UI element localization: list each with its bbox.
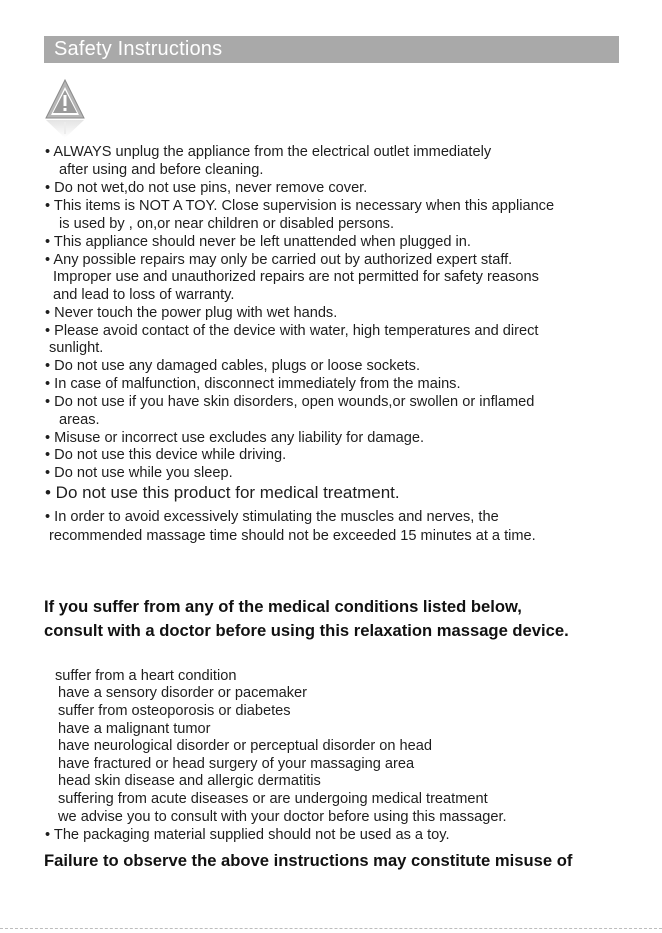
instruction-line: sunlight. — [49, 340, 104, 356]
section-header-bar — [44, 36, 619, 63]
consult-heading-line: consult with a doctor before using this relaxation massage device. — [44, 621, 569, 640]
instruction-line: after using and before cleaning. — [59, 162, 264, 178]
section-title: Safety Instructions — [54, 38, 223, 60]
condition-line: have a malignant tumor — [58, 721, 211, 737]
instruction-line: and lead to loss of warranty. — [53, 287, 235, 303]
instruction-line: • Never touch the power plug with wet hands. — [45, 305, 338, 321]
condition-line: we advise you to consult with your doctor before using this massager. — [58, 809, 507, 825]
instruction-line: • This appliance should never be left unattended when plugged in. — [45, 234, 471, 250]
page-edge-divider — [0, 928, 662, 929]
instruction-line: • ALWAYS unplug the appliance from the electrical outlet immediately — [45, 144, 492, 160]
instruction-line: • Do not use if you have skin disorders, open wounds,or swollen or inflamed — [45, 394, 535, 410]
failure-warning-text: Failure to observe the above instructions may constitute misuse of — [44, 851, 573, 870]
condition-line: have fractured or head surgery of your massaging area — [58, 756, 415, 772]
instruction-line: • Do not use this device while driving. — [45, 447, 287, 463]
instruction-line: • Do not wet,do not use pins, never remove cover. — [45, 180, 368, 196]
instruction-line: recommended massage time should not be exceeded 15 minutes at a time. — [49, 528, 536, 544]
instruction-line: • Do not use any damaged cables, plugs or loose sockets. — [45, 358, 421, 374]
condition-line: have neurological disorder or perceptual disorder on head — [58, 738, 433, 754]
instruction-line: • Any possible repairs may only be carried out by authorized expert staff. — [45, 252, 513, 268]
condition-line: suffer from a heart condition — [55, 668, 237, 684]
instruction-line: • Do not use while you sleep. — [45, 465, 233, 481]
instruction-line: • Misuse or incorrect use excludes any liability for damage. — [45, 430, 425, 446]
instruction-line: • Do not use this product for medical treatment. — [45, 483, 400, 502]
instruction-line: • This items is NOT A TOY. Close supervision is necessary when this appliance — [45, 198, 555, 214]
instruction-line: is used by , on,or near children or disabled persons. — [59, 216, 395, 232]
condition-line: suffer from osteoporosis or diabetes — [58, 703, 291, 719]
warning-triangle-icon — [44, 78, 86, 138]
instruction-line: • In case of malfunction, disconnect immediately from the mains. — [45, 376, 461, 392]
condition-line: head skin disease and allergic dermatitis — [58, 773, 321, 789]
condition-line: • The packaging material supplied should not be used as a toy. — [45, 827, 450, 843]
consult-heading-line: If you suffer from any of the medical conditions listed below, — [44, 597, 522, 616]
condition-line: have a sensory disorder or pacemaker — [58, 685, 308, 701]
condition-line: suffering from acute diseases or are undergoing medical treatment — [58, 791, 488, 807]
instruction-line: Improper use and unauthorized repairs are not permitted for safety reasons — [53, 269, 539, 285]
instruction-line: • In order to avoid excessively stimulating the muscles and nerves, the — [45, 509, 499, 525]
instruction-line: • Please avoid contact of the device with water, high temperatures and direct — [45, 323, 539, 339]
instruction-line: areas. — [59, 412, 100, 428]
